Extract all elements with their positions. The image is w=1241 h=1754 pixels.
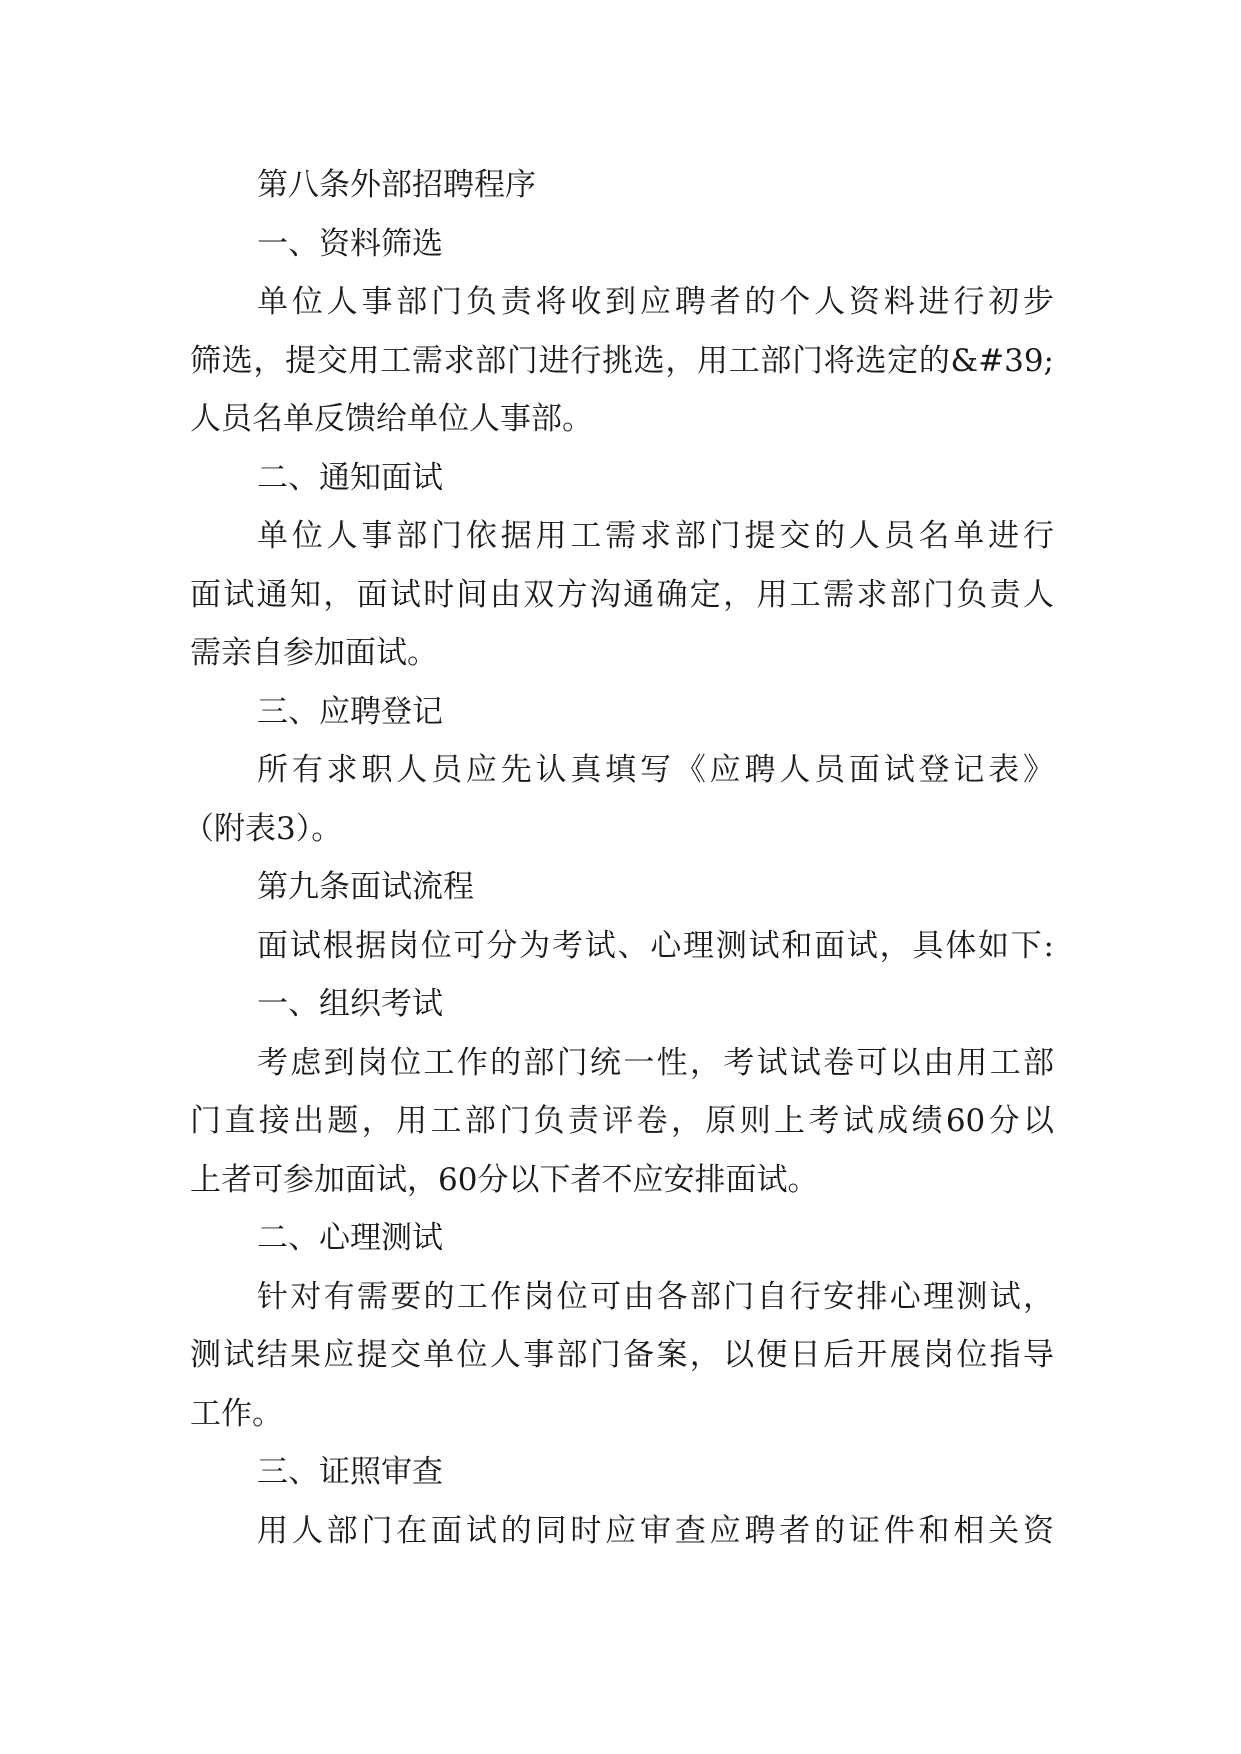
paragraph-line: 需亲自参加面试。 <box>190 635 438 671</box>
paragraph-line: 所有求职人员应先认真填写《应聘人员面试登记表》 <box>257 752 1054 788</box>
paragraph-line: 针对有需要的工作岗位可由各部门自行安排心理测试， <box>257 1279 1054 1315</box>
subheading-material-screening: 一、资料筛选 <box>257 226 443 262</box>
paragraph-line: 上者可参加面试，60分以下者不应安排面试。 <box>190 1162 819 1198</box>
subheading-application-registration: 三、应聘登记 <box>257 694 443 730</box>
subheading-psychological-test: 二、心理测试 <box>257 1220 443 1256</box>
subheading-interview-notice: 二、通知面试 <box>257 460 443 496</box>
paragraph-line: 门直接出题，用工部门负责评卷，原则上考试成绩60分以 <box>190 1103 1054 1139</box>
paragraph-line: 面试根据岗位可分为考试、心理测试和面试，具体如下: <box>257 928 1054 964</box>
paragraph-line: 筛选，提交用工需求部门进行挑选，用工部门将选定的&#39; <box>190 343 1054 379</box>
paragraph-line: 人员名单反馈给单位人事部。 <box>190 401 593 437</box>
paragraph-line: 单位人事部门依据用工需求部门提交的人员名单进行 <box>257 518 1054 554</box>
paragraph-line: 考虑到岗位工作的部门统一性，考试试卷可以由用工部 <box>257 1045 1054 1081</box>
paragraph-line: 面试通知，面试时间由双方沟通确定，用工需求部门负责人 <box>190 577 1054 613</box>
section-heading-article-9: 第九条面试流程 <box>257 869 474 905</box>
section-heading-article-8: 第八条外部招聘程序 <box>257 167 536 203</box>
paragraph-line: 单位人事部门负责将收到应聘者的个人资料进行初步 <box>257 284 1054 320</box>
paragraph-line: 测试结果应提交单位人事部门备案，以便日后开展岗位指导 <box>190 1337 1054 1373</box>
paragraph-line: 工作。 <box>190 1396 283 1432</box>
subheading-organize-exam: 一、组织考试 <box>257 986 443 1022</box>
subheading-certificate-review: 三、证照审查 <box>257 1454 443 1490</box>
paragraph-line: 用人部门在面试的同时应审查应聘者的证件和相关资 <box>257 1513 1054 1549</box>
paragraph-line: （附表3）。 <box>183 811 343 847</box>
